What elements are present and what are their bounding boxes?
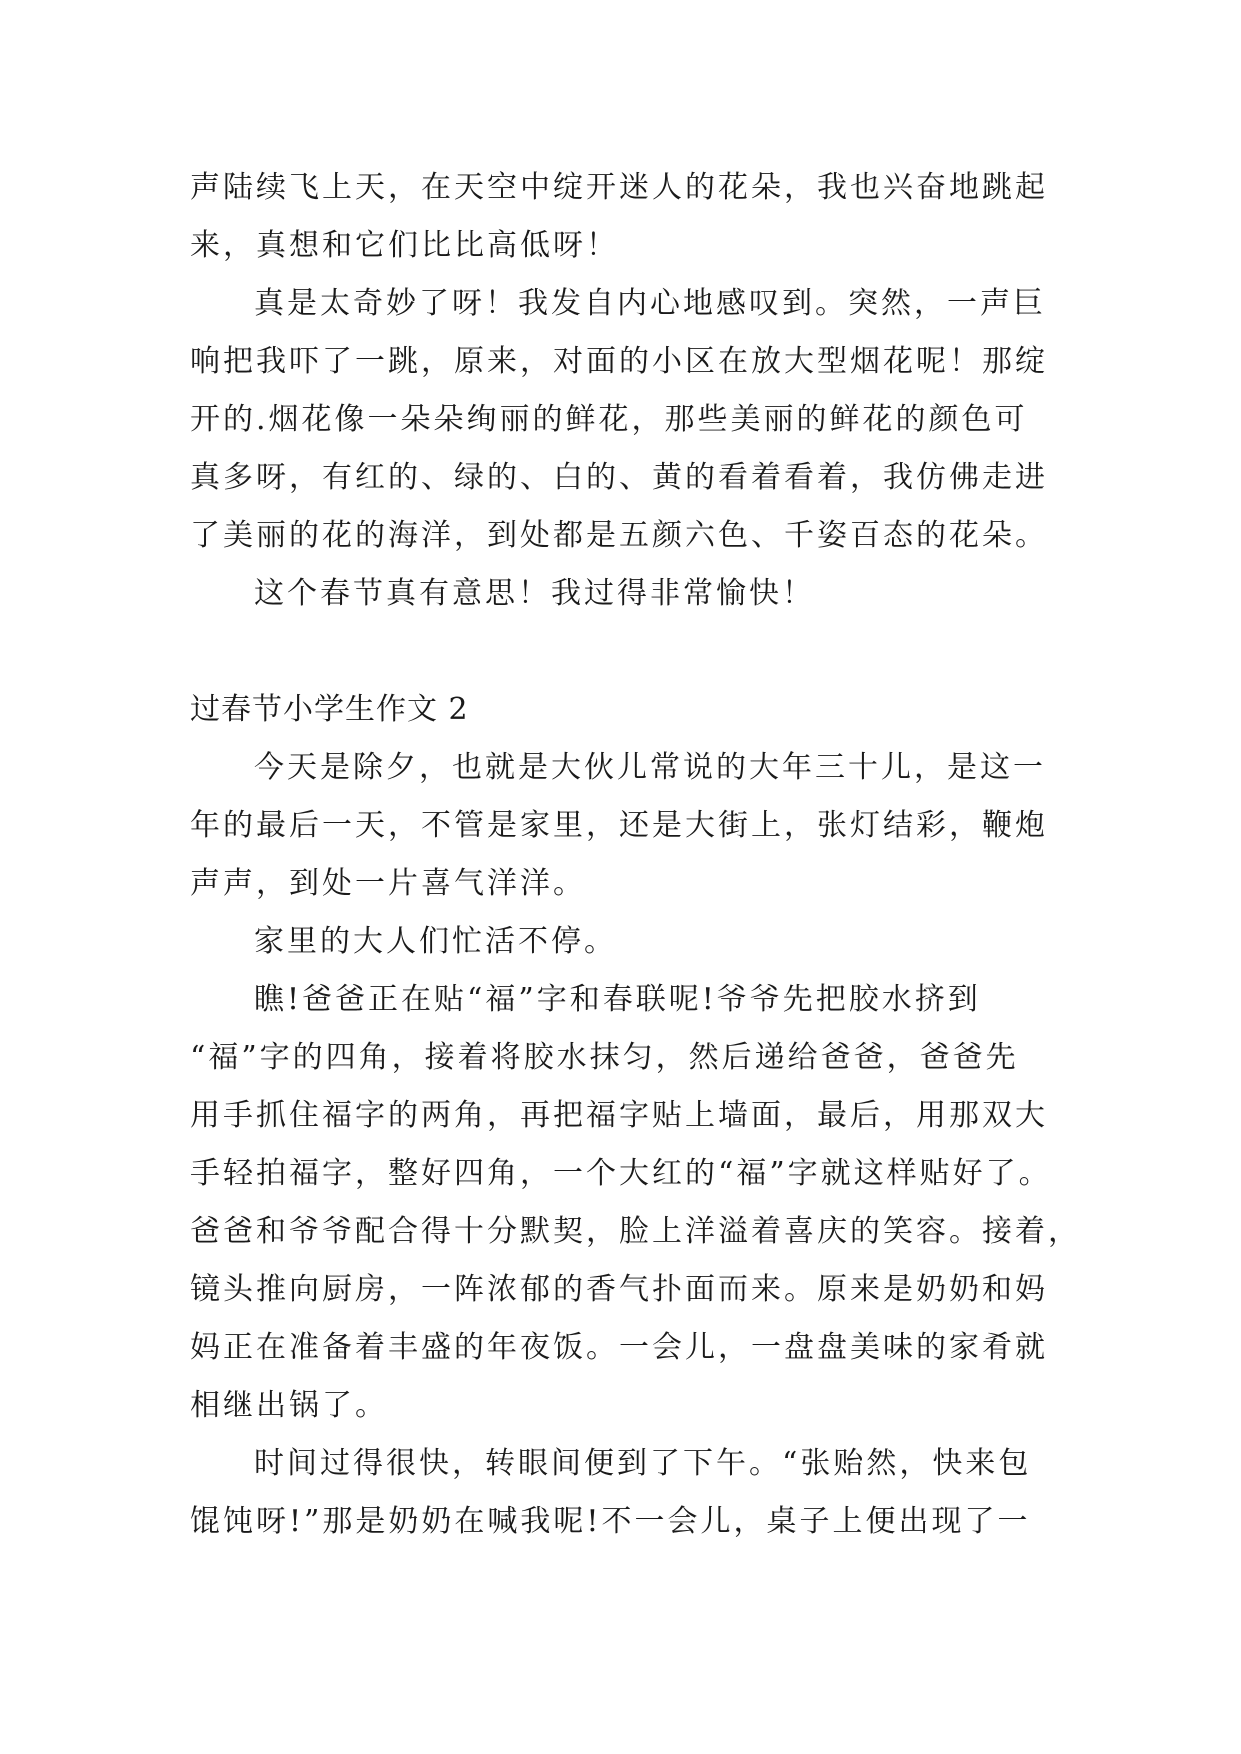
paragraph-start: 瞧!爸爸正在贴“福”字和春联呢!爷爷先把胶水挤到 bbox=[254, 982, 981, 1017]
text-line: 镜头推向厨房，一阵浓郁的香气扑面而来。原来是奶奶和妈 bbox=[190, 1272, 1048, 1307]
text-line: 了美丽的花的海洋，到处都是五颜六色、千姿百态的花朵。 bbox=[190, 518, 1048, 553]
text-line: 妈正在准备着丰盛的年夜饭。一会儿，一盘盘美味的家肴就 bbox=[190, 1330, 1048, 1365]
text-line: 手轻拍福字，整好四角，一个大红的“福”字就这样贴好了。 bbox=[190, 1156, 1052, 1191]
paragraph-start: 今天是除夕，也就是大伙儿常说的大年三十儿，是这一 bbox=[254, 750, 1046, 785]
paragraph-start: 家里的大人们忙活不停。 bbox=[254, 924, 617, 959]
paragraph-start: 真是太奇妙了呀！我发自内心地感叹到。突然，一声巨 bbox=[254, 286, 1046, 321]
text-line: 爸爸和爷爷配合得十分默契，脸上洋溢着喜庆的笑容。接着， bbox=[190, 1214, 1081, 1249]
paragraph-start: 这个春节真有意思！我过得非常愉快！ bbox=[254, 576, 815, 611]
text-line: 声陆续飞上天，在天空中绽开迷人的花朵，我也兴奋地跳起 bbox=[190, 170, 1048, 205]
text-line: 真多呀，有红的、绿的、白的、黄的看着看着，我仿佛走进 bbox=[190, 460, 1048, 495]
text-line: 来，真想和它们比比高低呀！ bbox=[190, 228, 619, 263]
paragraph-start: 时间过得很快，转眼间便到了下午。“张贻然，快来包 bbox=[254, 1446, 1032, 1481]
text-line: 馄饨呀!”那是奶奶在喊我呢!不一会儿，桌子上便出现了一 bbox=[190, 1504, 1031, 1539]
section-heading: 过春节小学生作文 2 bbox=[190, 692, 469, 727]
text-line: 用手抓住福字的两角，再把福字贴上墙面，最后，用那双大 bbox=[190, 1098, 1048, 1133]
text-line: 声声，到处一片喜气洋洋。 bbox=[190, 866, 586, 901]
text-line: 开的.烟花像一朵朵绚丽的鲜花，那些美丽的鲜花的颜色可 bbox=[190, 402, 1028, 437]
text-line: 年的最后一天，不管是家里，还是大街上，张灯结彩，鞭炮 bbox=[190, 808, 1048, 843]
text-line: “福”字的四角，接着将胶水抹匀，然后递给爸爸，爸爸先 bbox=[190, 1040, 1019, 1075]
text-line: 响把我吓了一跳，原来，对面的小区在放大型烟花呢！那绽 bbox=[190, 344, 1048, 379]
text-line: 相继出锅了。 bbox=[190, 1388, 388, 1423]
